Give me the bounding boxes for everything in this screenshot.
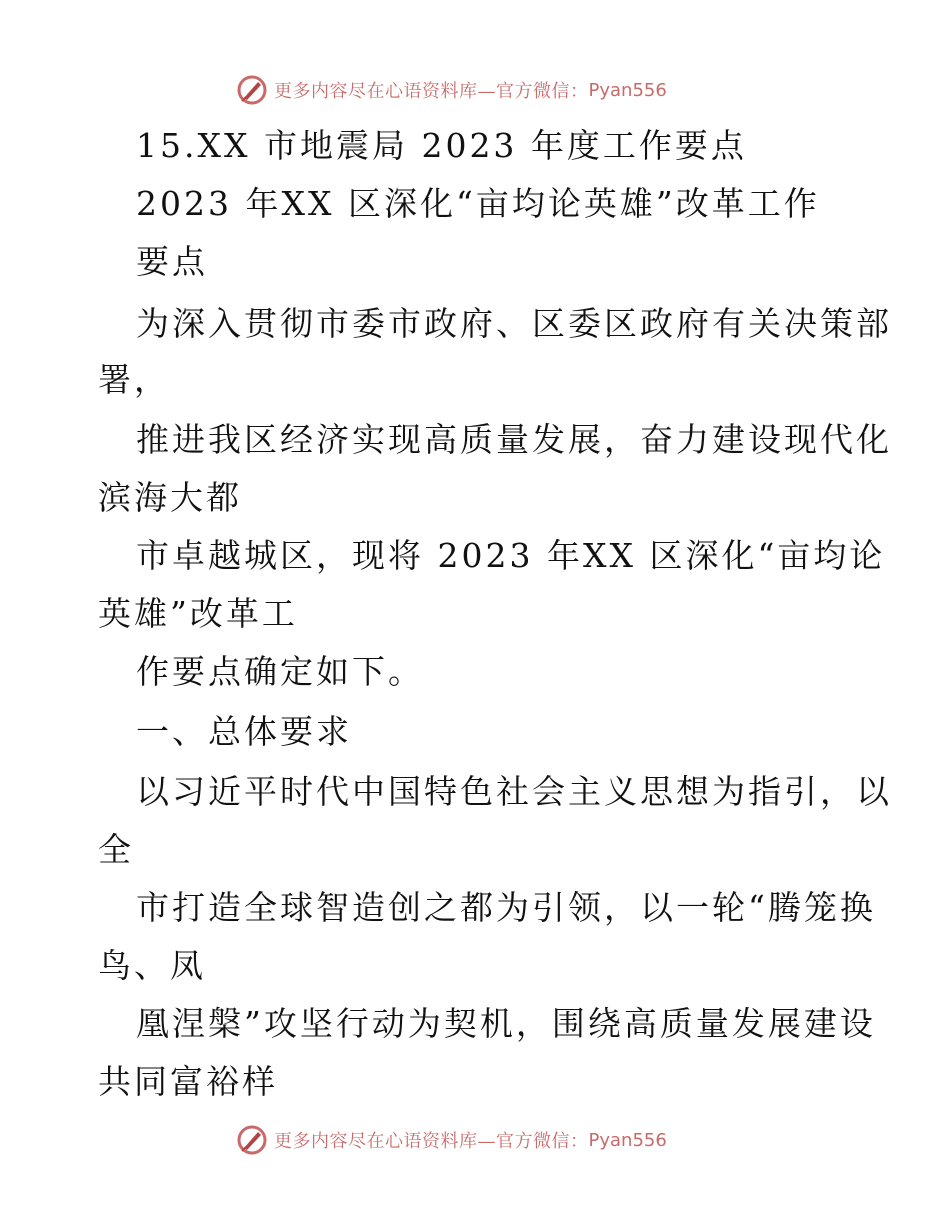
footer-watermark <box>236 1122 667 1158</box>
watermark-text: 更多内容尽在心语资料库—官方微信： <box>274 81 589 102</box>
header-watermark <box>236 72 667 108</box>
doc-title-line-1: 15.XX 市地震局 2023 年度工作要点 <box>136 126 747 165</box>
paragraph-line: 滨海大都 <box>98 478 242 517</box>
paragraph-line: 作要点确定如下。 <box>136 652 424 691</box>
paragraph-line: 凰涅槃”攻坚行动为契机，围绕高质量发展建设 <box>136 1004 876 1043</box>
watermark-contact: Pyan556 <box>588 79 667 101</box>
watermark-contact: Pyan556 <box>588 1129 667 1151</box>
paragraph-line: 市打造全球智造创之都为引领，以一轮“腾笼换 <box>136 888 876 927</box>
paragraph-line: 共同富裕样 <box>98 1062 278 1101</box>
paragraph-line: 市卓越城区，现将 2023 年XX 区深化“亩均论 <box>136 536 886 575</box>
doc-title-line-2: 2023 年XX 区深化“亩均论英雄”改革工作 <box>136 184 820 223</box>
paragraph-line: 英雄”改革工 <box>98 594 298 633</box>
paragraph-line: 为深入贯彻市委市政府、区委区政府有关决策部 <box>136 304 892 343</box>
section-heading: 一、总体要求 <box>136 712 352 751</box>
paragraph-line: 以习近平时代中国特色社会主义思想为指引，以 <box>136 772 892 811</box>
doc-title-line-3: 要点 <box>136 242 208 281</box>
quill-circle-logo-icon <box>236 74 268 106</box>
quill-circle-logo-icon <box>236 1124 268 1156</box>
paragraph-line: 鸟、凤 <box>98 946 206 985</box>
paragraph-line: 署， <box>98 360 170 399</box>
paragraph-line: 全 <box>98 830 134 869</box>
paragraph-line: 推进我区经济实现高质量发展，奋力建设现代化 <box>136 420 892 459</box>
watermark-text: 更多内容尽在心语资料库—官方微信： <box>274 1131 589 1152</box>
